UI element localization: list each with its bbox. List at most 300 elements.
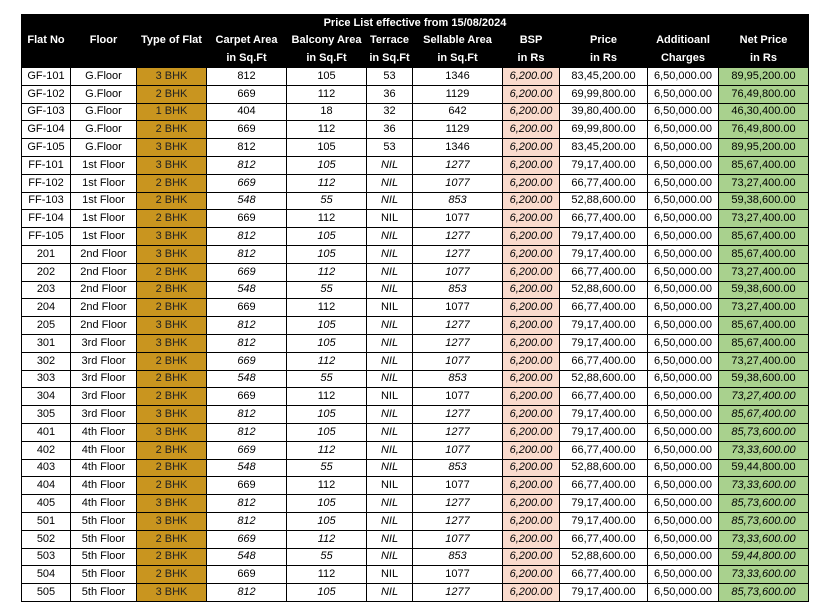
table-row	[22, 423, 809, 441]
cell-price: 66,77,400.00	[560, 263, 648, 281]
cell-floor: 1st Floor	[71, 192, 137, 210]
cell-balcony-area: 55	[287, 281, 367, 299]
header-flat-no-sub	[22, 50, 71, 68]
cell-flat-type: 3 BHK	[137, 584, 207, 602]
header-price: Price	[560, 32, 648, 50]
cell-flat-no: 204	[22, 299, 71, 317]
table-row	[22, 156, 809, 174]
cell-balcony-area: 112	[287, 263, 367, 281]
cell-flat-type: 2 BHK	[137, 370, 207, 388]
cell-flat-no: 402	[22, 441, 71, 459]
cell-bsp: 6,200.00	[503, 245, 560, 263]
cell-terrace-area: NIL	[367, 459, 413, 477]
table-row	[22, 441, 809, 459]
table-row	[22, 566, 809, 584]
cell-floor: 4th Floor	[71, 477, 137, 495]
cell-price: 79,17,400.00	[560, 245, 648, 263]
cell-additional-charges: 6,50,000.00	[648, 459, 719, 477]
cell-carpet-area: 669	[207, 352, 287, 370]
cell-bsp: 6,200.00	[503, 584, 560, 602]
cell-net-price: 59,44,800.00	[719, 459, 809, 477]
cell-additional-charges: 6,50,000.00	[648, 370, 719, 388]
header-floor: Floor	[71, 32, 137, 50]
cell-flat-no: GF-104	[22, 121, 71, 139]
cell-flat-no: FF-102	[22, 174, 71, 192]
cell-floor: 1st Floor	[71, 228, 137, 246]
cell-floor: 3rd Floor	[71, 334, 137, 352]
cell-flat-no: 304	[22, 388, 71, 406]
cell-sellable-area: 1277	[413, 245, 503, 263]
header-additional-sub: Charges	[648, 50, 719, 68]
cell-floor: 3rd Floor	[71, 388, 137, 406]
cell-sellable-area: 1129	[413, 85, 503, 103]
cell-terrace-area: NIL	[367, 566, 413, 584]
cell-price: 79,17,400.00	[560, 334, 648, 352]
header-additional: Additioanl	[648, 32, 719, 50]
cell-balcony-area: 105	[287, 156, 367, 174]
cell-price: 79,17,400.00	[560, 584, 648, 602]
header-carpet: Carpet Area	[207, 32, 287, 50]
cell-net-price: 59,38,600.00	[719, 192, 809, 210]
cell-terrace-area: NIL	[367, 192, 413, 210]
cell-terrace-area: 53	[367, 68, 413, 86]
table-row	[22, 406, 809, 424]
cell-sellable-area: 1277	[413, 317, 503, 335]
cell-balcony-area: 105	[287, 68, 367, 86]
cell-floor: 5th Floor	[71, 512, 137, 530]
table-row	[22, 85, 809, 103]
cell-price: 66,77,400.00	[560, 530, 648, 548]
cell-sellable-area: 1277	[413, 512, 503, 530]
cell-floor: 5th Floor	[71, 530, 137, 548]
cell-net-price: 85,67,400.00	[719, 228, 809, 246]
cell-net-price: 85,67,400.00	[719, 245, 809, 263]
cell-carpet-area: 669	[207, 530, 287, 548]
cell-price: 79,17,400.00	[560, 512, 648, 530]
cell-floor: 5th Floor	[71, 548, 137, 566]
cell-carpet-area: 669	[207, 174, 287, 192]
table-row	[22, 68, 809, 86]
table-row	[22, 228, 809, 246]
cell-net-price: 73,27,400.00	[719, 263, 809, 281]
cell-sellable-area: 1277	[413, 423, 503, 441]
cell-price: 79,17,400.00	[560, 317, 648, 335]
cell-terrace-area: NIL	[367, 530, 413, 548]
cell-price: 79,17,400.00	[560, 423, 648, 441]
cell-balcony-area: 112	[287, 299, 367, 317]
cell-bsp: 6,200.00	[503, 192, 560, 210]
cell-flat-type: 2 BHK	[137, 263, 207, 281]
cell-price: 52,88,600.00	[560, 281, 648, 299]
cell-floor: 2nd Floor	[71, 299, 137, 317]
cell-flat-no: GF-103	[22, 103, 71, 121]
cell-terrace-area: NIL	[367, 512, 413, 530]
cell-terrace-area: NIL	[367, 228, 413, 246]
cell-carpet-area: 812	[207, 317, 287, 335]
cell-flat-type: 3 BHK	[137, 334, 207, 352]
cell-floor: 1st Floor	[71, 210, 137, 228]
table-row	[22, 210, 809, 228]
cell-price: 79,17,400.00	[560, 228, 648, 246]
cell-balcony-area: 105	[287, 228, 367, 246]
cell-bsp: 6,200.00	[503, 139, 560, 157]
cell-terrace-area: 53	[367, 139, 413, 157]
header-net-price: Net Price	[719, 32, 809, 50]
cell-bsp: 6,200.00	[503, 281, 560, 299]
cell-flat-type: 3 BHK	[137, 68, 207, 86]
header-balcony-unit: in Sq.Ft	[287, 50, 367, 68]
cell-floor: 1st Floor	[71, 156, 137, 174]
cell-additional-charges: 6,50,000.00	[648, 441, 719, 459]
cell-flat-type: 2 BHK	[137, 530, 207, 548]
header-balcony: Balcony Area	[287, 32, 367, 50]
cell-bsp: 6,200.00	[503, 370, 560, 388]
cell-terrace-area: 32	[367, 103, 413, 121]
cell-flat-type: 1 BHK	[137, 103, 207, 121]
cell-balcony-area: 105	[287, 245, 367, 263]
cell-additional-charges: 6,50,000.00	[648, 477, 719, 495]
table-row	[22, 459, 809, 477]
header-terrace: Terrace	[367, 32, 413, 50]
cell-net-price: 59,44,800.00	[719, 548, 809, 566]
cell-additional-charges: 6,50,000.00	[648, 406, 719, 424]
cell-price: 66,77,400.00	[560, 441, 648, 459]
cell-bsp: 6,200.00	[503, 121, 560, 139]
cell-flat-no: 201	[22, 245, 71, 263]
cell-floor: G.Floor	[71, 121, 137, 139]
cell-carpet-area: 812	[207, 512, 287, 530]
cell-sellable-area: 853	[413, 548, 503, 566]
table-row	[22, 495, 809, 513]
cell-balcony-area: 105	[287, 317, 367, 335]
table-row	[22, 121, 809, 139]
table-row	[22, 334, 809, 352]
cell-price: 52,88,600.00	[560, 548, 648, 566]
cell-price: 66,77,400.00	[560, 477, 648, 495]
header-type: Type of Flat	[137, 32, 207, 50]
cell-net-price: 73,33,600.00	[719, 530, 809, 548]
cell-balcony-area: 105	[287, 423, 367, 441]
table-row	[22, 548, 809, 566]
cell-net-price: 59,38,600.00	[719, 370, 809, 388]
cell-carpet-area: 812	[207, 139, 287, 157]
cell-price: 66,77,400.00	[560, 210, 648, 228]
cell-flat-no: 401	[22, 423, 71, 441]
cell-balcony-area: 55	[287, 459, 367, 477]
cell-sellable-area: 853	[413, 281, 503, 299]
cell-carpet-area: 669	[207, 566, 287, 584]
table-row	[22, 263, 809, 281]
cell-carpet-area: 404	[207, 103, 287, 121]
cell-flat-type: 2 BHK	[137, 477, 207, 495]
cell-flat-no: GF-102	[22, 85, 71, 103]
cell-terrace-area: NIL	[367, 441, 413, 459]
cell-carpet-area: 812	[207, 584, 287, 602]
cell-bsp: 6,200.00	[503, 352, 560, 370]
cell-flat-no: 404	[22, 477, 71, 495]
cell-floor: 5th Floor	[71, 584, 137, 602]
cell-terrace-area: NIL	[367, 299, 413, 317]
header-carpet-unit: in Sq.Ft	[207, 50, 287, 68]
cell-net-price: 85,73,600.00	[719, 423, 809, 441]
cell-carpet-area: 669	[207, 263, 287, 281]
cell-additional-charges: 6,50,000.00	[648, 174, 719, 192]
title-row	[22, 15, 809, 32]
cell-sellable-area: 1077	[413, 441, 503, 459]
cell-bsp: 6,200.00	[503, 441, 560, 459]
cell-price: 66,77,400.00	[560, 299, 648, 317]
header-floor-sub	[71, 50, 137, 68]
cell-net-price: 85,67,400.00	[719, 317, 809, 335]
cell-net-price: 85,67,400.00	[719, 156, 809, 174]
cell-additional-charges: 6,50,000.00	[648, 103, 719, 121]
cell-floor: 1st Floor	[71, 174, 137, 192]
cell-terrace-area: NIL	[367, 263, 413, 281]
cell-bsp: 6,200.00	[503, 495, 560, 513]
cell-additional-charges: 6,50,000.00	[648, 495, 719, 513]
cell-net-price: 73,27,400.00	[719, 299, 809, 317]
table-row	[22, 530, 809, 548]
cell-floor: G.Floor	[71, 103, 137, 121]
cell-net-price: 85,73,600.00	[719, 584, 809, 602]
cell-flat-type: 2 BHK	[137, 441, 207, 459]
header-bsp-unit: in Rs	[503, 50, 560, 68]
table-row	[22, 103, 809, 121]
cell-price: 66,77,400.00	[560, 352, 648, 370]
cell-terrace-area: NIL	[367, 317, 413, 335]
cell-sellable-area: 1346	[413, 68, 503, 86]
cell-carpet-area: 548	[207, 459, 287, 477]
header-type-sub	[137, 50, 207, 68]
cell-bsp: 6,200.00	[503, 334, 560, 352]
header-bsp: BSP	[503, 32, 560, 50]
cell-flat-no: 202	[22, 263, 71, 281]
cell-price: 69,99,800.00	[560, 85, 648, 103]
cell-price: 39,80,400.00	[560, 103, 648, 121]
cell-sellable-area: 1077	[413, 352, 503, 370]
cell-floor: 4th Floor	[71, 459, 137, 477]
cell-additional-charges: 6,50,000.00	[648, 68, 719, 86]
cell-balcony-area: 55	[287, 192, 367, 210]
cell-carpet-area: 669	[207, 477, 287, 495]
cell-terrace-area: NIL	[367, 281, 413, 299]
price-list-table	[21, 14, 809, 602]
cell-price: 52,88,600.00	[560, 192, 648, 210]
cell-price: 66,77,400.00	[560, 388, 648, 406]
cell-sellable-area: 1277	[413, 334, 503, 352]
cell-additional-charges: 6,50,000.00	[648, 121, 719, 139]
cell-additional-charges: 6,50,000.00	[648, 210, 719, 228]
cell-additional-charges: 6,50,000.00	[648, 317, 719, 335]
cell-bsp: 6,200.00	[503, 566, 560, 584]
cell-terrace-area: NIL	[367, 156, 413, 174]
cell-flat-type: 3 BHK	[137, 495, 207, 513]
cell-carpet-area: 812	[207, 406, 287, 424]
cell-bsp: 6,200.00	[503, 228, 560, 246]
header-row-1	[22, 32, 809, 50]
cell-net-price: 76,49,800.00	[719, 121, 809, 139]
cell-balcony-area: 105	[287, 512, 367, 530]
cell-flat-type: 2 BHK	[137, 192, 207, 210]
cell-balcony-area: 112	[287, 174, 367, 192]
cell-net-price: 89,95,200.00	[719, 139, 809, 157]
cell-carpet-area: 669	[207, 388, 287, 406]
table-row	[22, 299, 809, 317]
cell-carpet-area: 669	[207, 85, 287, 103]
cell-additional-charges: 6,50,000.00	[648, 512, 719, 530]
cell-sellable-area: 853	[413, 459, 503, 477]
cell-price: 79,17,400.00	[560, 406, 648, 424]
table-row	[22, 370, 809, 388]
cell-terrace-area: NIL	[367, 334, 413, 352]
cell-bsp: 6,200.00	[503, 512, 560, 530]
table-row	[22, 174, 809, 192]
cell-price: 52,88,600.00	[560, 370, 648, 388]
cell-balcony-area: 112	[287, 121, 367, 139]
header-row-2	[22, 50, 809, 68]
cell-carpet-area: 548	[207, 192, 287, 210]
cell-floor: 3rd Floor	[71, 370, 137, 388]
cell-balcony-area: 112	[287, 441, 367, 459]
cell-flat-type: 2 BHK	[137, 388, 207, 406]
cell-terrace-area: NIL	[367, 584, 413, 602]
cell-flat-no: 403	[22, 459, 71, 477]
table-row	[22, 584, 809, 602]
cell-bsp: 6,200.00	[503, 210, 560, 228]
cell-flat-type: 3 BHK	[137, 512, 207, 530]
cell-carpet-area: 812	[207, 495, 287, 513]
cell-sellable-area: 1077	[413, 388, 503, 406]
cell-sellable-area: 1077	[413, 174, 503, 192]
cell-flat-type: 2 BHK	[137, 566, 207, 584]
cell-sellable-area: 1277	[413, 228, 503, 246]
cell-carpet-area: 669	[207, 441, 287, 459]
cell-terrace-area: 36	[367, 85, 413, 103]
cell-net-price: 73,33,600.00	[719, 477, 809, 495]
cell-carpet-area: 812	[207, 156, 287, 174]
cell-price: 79,17,400.00	[560, 495, 648, 513]
cell-balcony-area: 55	[287, 370, 367, 388]
cell-flat-type: 2 BHK	[137, 281, 207, 299]
cell-net-price: 73,33,600.00	[719, 566, 809, 584]
cell-floor: 5th Floor	[71, 566, 137, 584]
cell-carpet-area: 669	[207, 210, 287, 228]
cell-terrace-area: NIL	[367, 370, 413, 388]
cell-floor: 2nd Floor	[71, 281, 137, 299]
cell-additional-charges: 6,50,000.00	[648, 245, 719, 263]
cell-net-price: 85,73,600.00	[719, 495, 809, 513]
cell-net-price: 73,27,400.00	[719, 210, 809, 228]
cell-terrace-area: NIL	[367, 245, 413, 263]
cell-floor: G.Floor	[71, 139, 137, 157]
cell-bsp: 6,200.00	[503, 548, 560, 566]
cell-balcony-area: 105	[287, 584, 367, 602]
table-row	[22, 352, 809, 370]
cell-balcony-area: 112	[287, 530, 367, 548]
cell-additional-charges: 6,50,000.00	[648, 423, 719, 441]
cell-bsp: 6,200.00	[503, 530, 560, 548]
cell-flat-type: 2 BHK	[137, 459, 207, 477]
cell-flat-type: 2 BHK	[137, 548, 207, 566]
cell-carpet-area: 812	[207, 68, 287, 86]
cell-net-price: 73,27,400.00	[719, 352, 809, 370]
cell-additional-charges: 6,50,000.00	[648, 263, 719, 281]
cell-terrace-area: NIL	[367, 495, 413, 513]
cell-terrace-area: NIL	[367, 548, 413, 566]
cell-carpet-area: 812	[207, 245, 287, 263]
cell-bsp: 6,200.00	[503, 103, 560, 121]
cell-floor: 4th Floor	[71, 441, 137, 459]
cell-bsp: 6,200.00	[503, 85, 560, 103]
cell-sellable-area: 1346	[413, 139, 503, 157]
cell-balcony-area: 112	[287, 352, 367, 370]
cell-flat-type: 2 BHK	[137, 174, 207, 192]
cell-flat-type: 3 BHK	[137, 317, 207, 335]
cell-price: 79,17,400.00	[560, 156, 648, 174]
cell-net-price: 59,38,600.00	[719, 281, 809, 299]
cell-terrace-area: NIL	[367, 352, 413, 370]
cell-net-price: 85,67,400.00	[719, 406, 809, 424]
cell-additional-charges: 6,50,000.00	[648, 388, 719, 406]
cell-sellable-area: 1077	[413, 263, 503, 281]
cell-balcony-area: 18	[287, 103, 367, 121]
cell-price: 83,45,200.00	[560, 139, 648, 157]
cell-price: 66,77,400.00	[560, 174, 648, 192]
cell-price: 83,45,200.00	[560, 68, 648, 86]
cell-sellable-area: 853	[413, 370, 503, 388]
cell-floor: G.Floor	[71, 68, 137, 86]
cell-terrace-area: NIL	[367, 423, 413, 441]
cell-carpet-area: 669	[207, 121, 287, 139]
cell-sellable-area: 853	[413, 192, 503, 210]
cell-bsp: 6,200.00	[503, 388, 560, 406]
cell-flat-type: 3 BHK	[137, 139, 207, 157]
cell-flat-no: 302	[22, 352, 71, 370]
cell-net-price: 89,95,200.00	[719, 68, 809, 86]
cell-balcony-area: 112	[287, 210, 367, 228]
cell-floor: 3rd Floor	[71, 352, 137, 370]
table-row	[22, 139, 809, 157]
cell-bsp: 6,200.00	[503, 423, 560, 441]
cell-bsp: 6,200.00	[503, 459, 560, 477]
cell-additional-charges: 6,50,000.00	[648, 530, 719, 548]
cell-carpet-area: 548	[207, 370, 287, 388]
cell-net-price: 76,49,800.00	[719, 85, 809, 103]
header-price-unit: in Rs	[560, 50, 648, 68]
cell-floor: 4th Floor	[71, 495, 137, 513]
cell-flat-type: 3 BHK	[137, 406, 207, 424]
cell-floor: 4th Floor	[71, 423, 137, 441]
cell-floor: 3rd Floor	[71, 406, 137, 424]
cell-flat-no: 503	[22, 548, 71, 566]
cell-flat-no: FF-105	[22, 228, 71, 246]
cell-balcony-area: 55	[287, 548, 367, 566]
cell-flat-no: 303	[22, 370, 71, 388]
cell-sellable-area: 1077	[413, 299, 503, 317]
header-sellable-unit: in Sq.Ft	[413, 50, 503, 68]
cell-sellable-area: 1077	[413, 530, 503, 548]
cell-balcony-area: 112	[287, 85, 367, 103]
cell-price: 52,88,600.00	[560, 459, 648, 477]
table-row	[22, 281, 809, 299]
cell-net-price: 73,27,400.00	[719, 388, 809, 406]
cell-flat-no: 502	[22, 530, 71, 548]
cell-flat-no: FF-103	[22, 192, 71, 210]
cell-additional-charges: 6,50,000.00	[648, 566, 719, 584]
cell-bsp: 6,200.00	[503, 299, 560, 317]
cell-bsp: 6,200.00	[503, 477, 560, 495]
cell-flat-type: 2 BHK	[137, 352, 207, 370]
